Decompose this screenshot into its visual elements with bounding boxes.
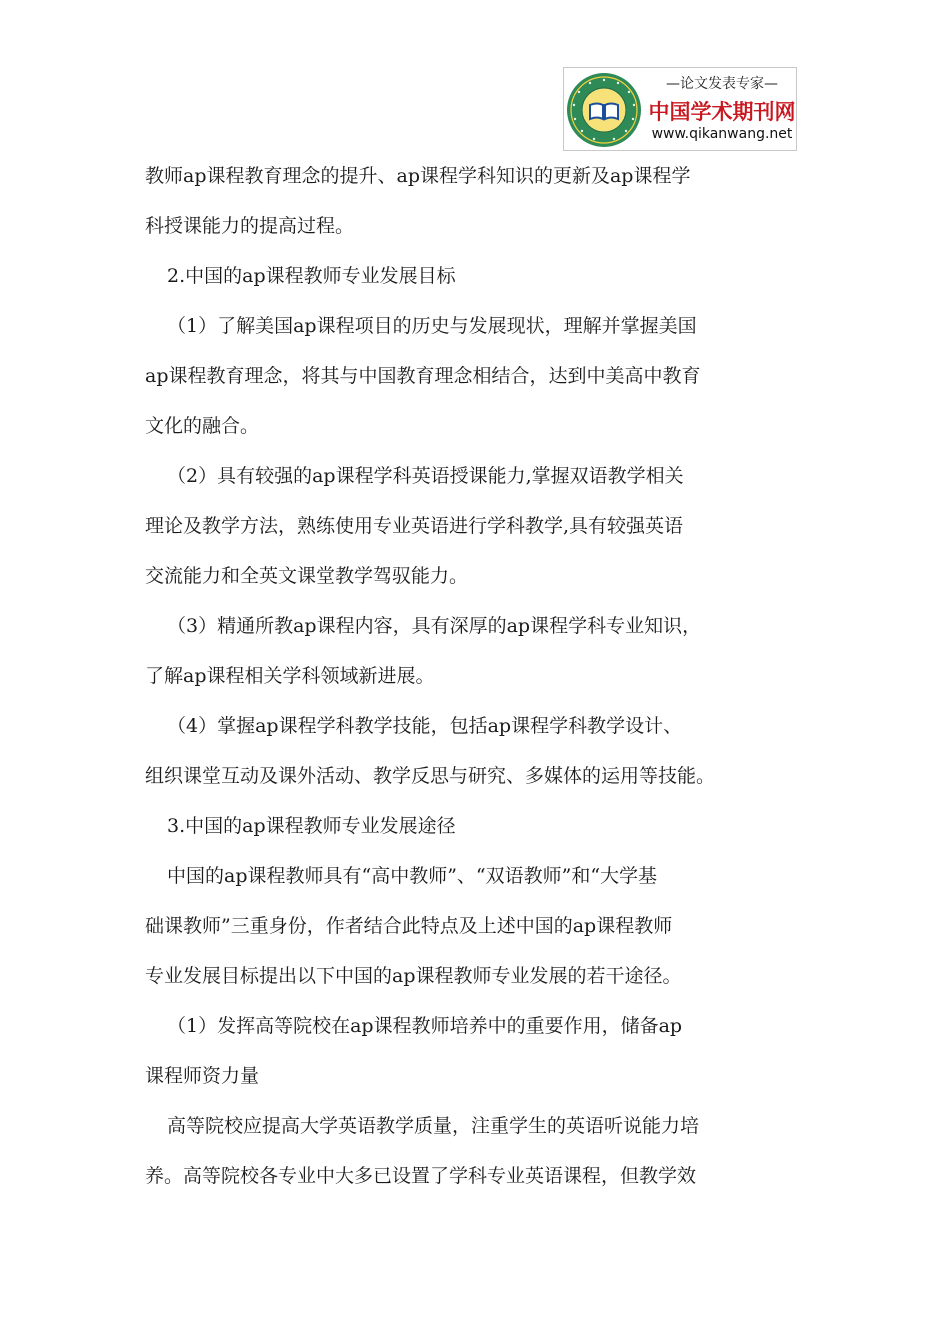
section-heading: 2.中国的ap课程教师专业发展目标 [167,265,456,287]
text-line: 础课教师”三重身份，作者结合此特点及上述中国的ap课程教师 [145,915,673,937]
text-line: （2）具有较强的ap课程学科英语授课能力,掌握双语教学相关 [167,465,684,487]
text-line: 养。高等院校各专业中大多已设置了学科专业英语课程，但教学效 [145,1165,697,1187]
logo-tagline: —论文发表专家— [666,76,778,92]
text-line: 组织课堂互动及课外活动、教学反思与研究、多媒体的运用等技能。 [145,765,716,787]
text-line: ap课程教育理念，将其与中国教育理念相结合，达到中美高中教育 [145,365,701,387]
text-line: （1）了解美国ap课程项目的历史与发展现状，理解并掌握美国 [167,315,697,337]
text-line: 课程师资力量 [145,1065,260,1087]
text-line: 高等院校应提高大学英语教学质量，注重学生的英语听说能力培 [167,1115,700,1137]
text-line: 科授课能力的提高过程。 [145,215,355,237]
text-line: 专业发展目标提出以下中国的ap课程教师专业发展的若干途径。 [145,965,682,987]
text-line: （3）精通所教ap课程内容，具有深厚的ap课程学科专业知识， [167,615,702,637]
text-line: 教师ap课程教育理念的提升、ap课程学科知识的更新及ap课程学 [145,165,691,187]
text-line: 了解ap课程相关学科领域新进展。 [145,665,435,687]
section-heading: 3.中国的ap课程教师专业发展途径 [167,815,456,837]
text-line: 中国的ap课程教师具有“高中教师”、“双语教师”和“大学基 [167,865,658,887]
text-line: 理论及教学方法，熟练使用专业英语进行学科教学,具有较强英语 [145,515,684,537]
site-logo [563,67,797,151]
text-line: （1）发挥高等院校在ap课程教师培养中的重要作用，储备ap [167,1015,683,1037]
seal-emblem-icon [566,72,642,148]
text-line: 交流能力和全英文课堂教学驾驭能力。 [145,565,469,587]
text-line: （4）掌握ap课程学科教学技能，包括ap课程学科教学设计、 [167,715,683,737]
logo-name: 中国学术期刊网 [648,100,796,124]
logo-url: www.qikanwang.net [651,126,793,142]
document-body [145,158,805,1208]
text-line: 文化的融合。 [145,415,260,437]
